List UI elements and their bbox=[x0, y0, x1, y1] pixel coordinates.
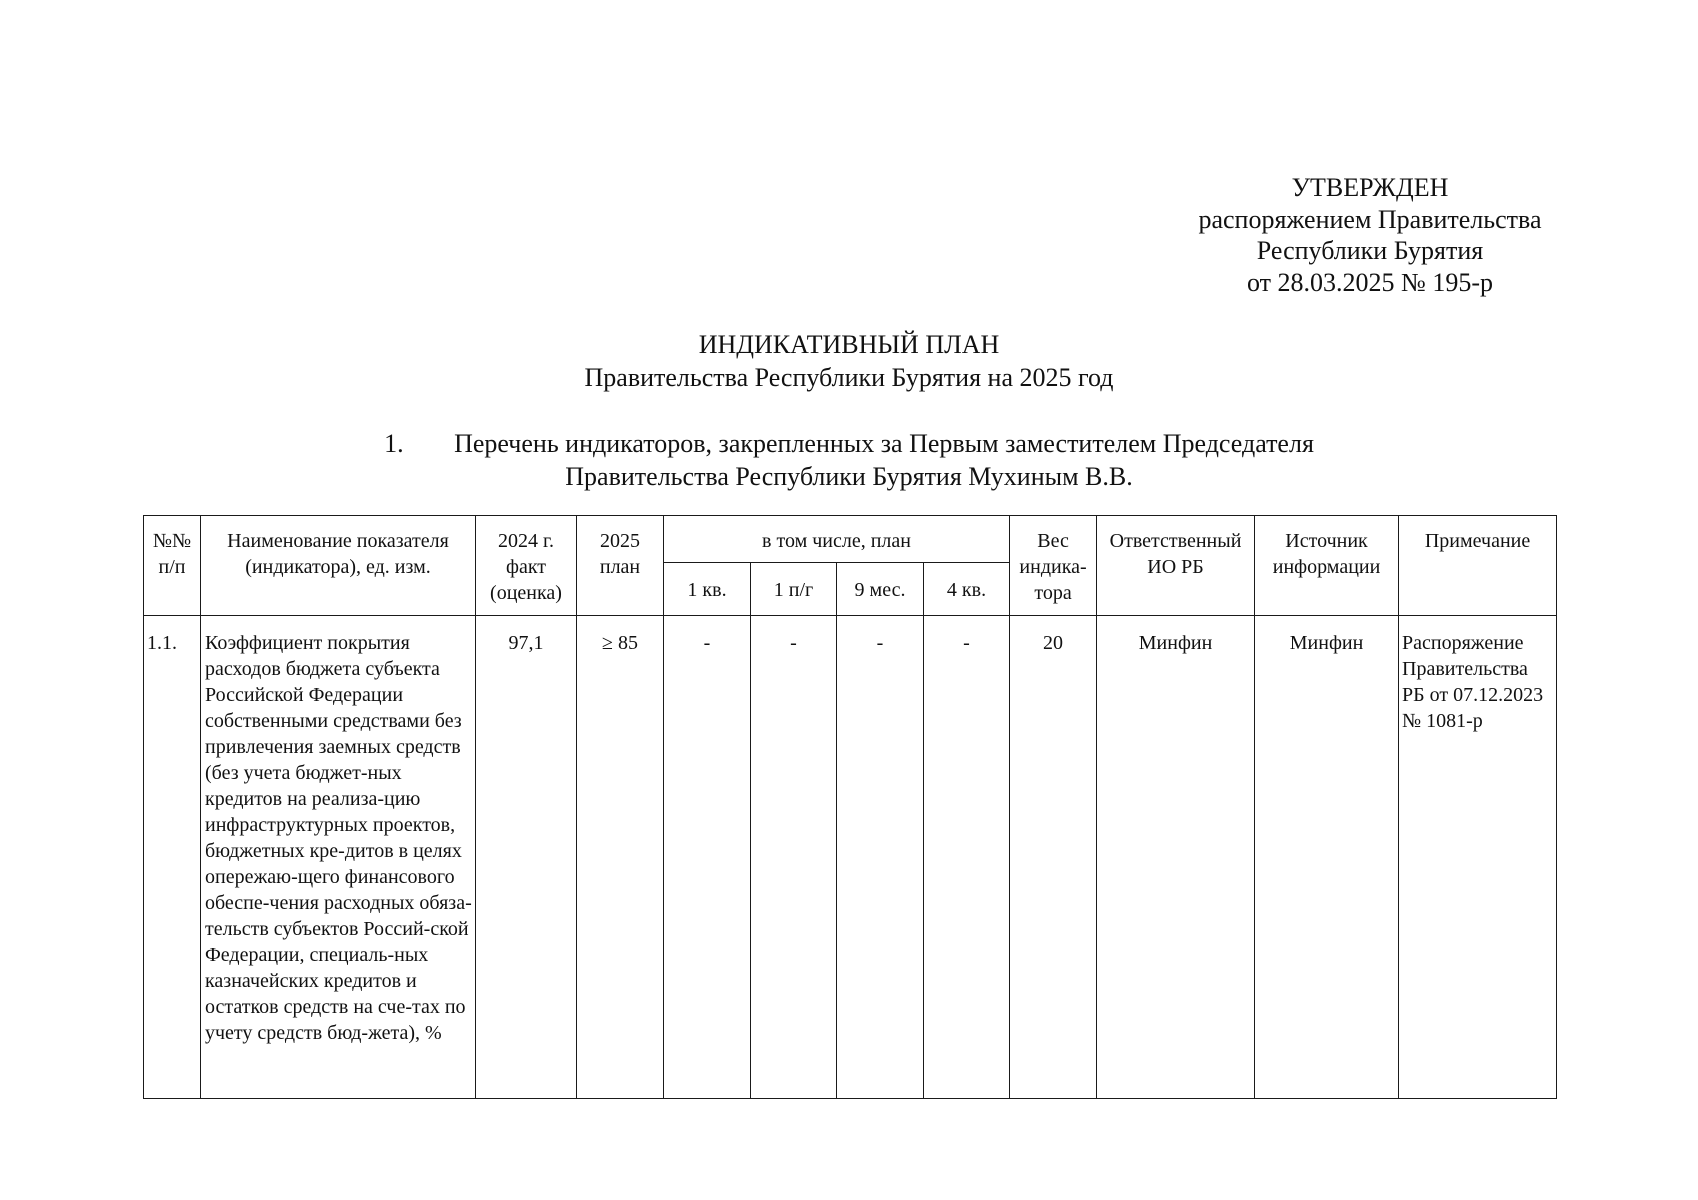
row-note: Распоряжение Правительства РБ от 07.12.2023 № 1081-р bbox=[1399, 616, 1557, 1099]
approval-line-approved: УТВЕРЖДЕН bbox=[1291, 173, 1449, 202]
header-note: Примечание bbox=[1399, 516, 1557, 616]
header-source: Источник информации bbox=[1255, 516, 1399, 616]
header-q4: 4 кв. bbox=[924, 563, 1010, 616]
row-source: Минфин bbox=[1255, 616, 1399, 1099]
header-num: №№ п/п bbox=[144, 516, 201, 616]
header-weight: Вес индика-тора bbox=[1010, 516, 1097, 616]
row-plan-2025: ≥ 85 bbox=[577, 616, 664, 1099]
header-h1: 1 п/г bbox=[751, 563, 837, 616]
indicators-table bbox=[143, 515, 1557, 1099]
approval-line-by-order: распоряжением Правительства bbox=[1198, 204, 1542, 234]
approval-stamp bbox=[1160, 172, 1580, 298]
row-weight: 20 bbox=[1010, 616, 1097, 1099]
header-including-plan: в том числе, план bbox=[664, 516, 1010, 563]
section-number: 1. bbox=[384, 429, 404, 458]
row-h1: - bbox=[751, 616, 837, 1099]
section-line2: Правительства Республики Бурятия Мухиным В.В. bbox=[565, 462, 1133, 491]
row-fact-2024: 97,1 bbox=[476, 616, 577, 1099]
approval-line-republic: Республики Бурятия bbox=[1256, 236, 1484, 265]
header-9m: 9 мес. bbox=[837, 563, 924, 616]
row-indicator-name: Коэффициент покрытия расходов бюджета субъекта Российской Федерации собственными средствами без привлечения заемных средств (без учета бюджет-ных кредитов на реализа-цию инфраструктурных проектов, бюджетных кре-дитов в целях опережаю-щего финансового обеспе-чения расходных обяза-тельств субъектов Россий-ской Федерации, специаль-ных казначейских кредитов и остатков средств на сче-тах по учету средств бюд-жета), % bbox=[201, 616, 476, 1099]
document-title bbox=[0, 328, 1698, 394]
header-name: Наименование показателя (индикатора), ед. изм. bbox=[201, 516, 476, 616]
row-responsible: Минфин bbox=[1097, 616, 1255, 1099]
title-line2: Правительства Республики Бурятия на 2025 год bbox=[584, 363, 1114, 392]
section-line1: Перечень индикаторов, закрепленных за Первым заместителем Председателя bbox=[454, 429, 1314, 458]
header-plan-2025: 2025 план bbox=[577, 516, 664, 616]
table-header-row bbox=[144, 516, 1557, 563]
header-q1: 1 кв. bbox=[664, 563, 751, 616]
approval-line-date: от 28.03.2025 № 195-р bbox=[1247, 267, 1493, 297]
table-row bbox=[144, 616, 1557, 1099]
row-num: 1.1. bbox=[144, 616, 201, 1099]
header-responsible: Ответственный ИО РБ bbox=[1097, 516, 1255, 616]
title-line1: ИНДИКАТИВНЫЙ ПЛАН bbox=[698, 330, 1000, 359]
header-fact-2024: 2024 г. факт (оценка) bbox=[476, 516, 577, 616]
row-q4: - bbox=[924, 616, 1010, 1099]
row-9m: - bbox=[837, 616, 924, 1099]
row-q1: - bbox=[664, 616, 751, 1099]
section-heading bbox=[0, 427, 1698, 493]
